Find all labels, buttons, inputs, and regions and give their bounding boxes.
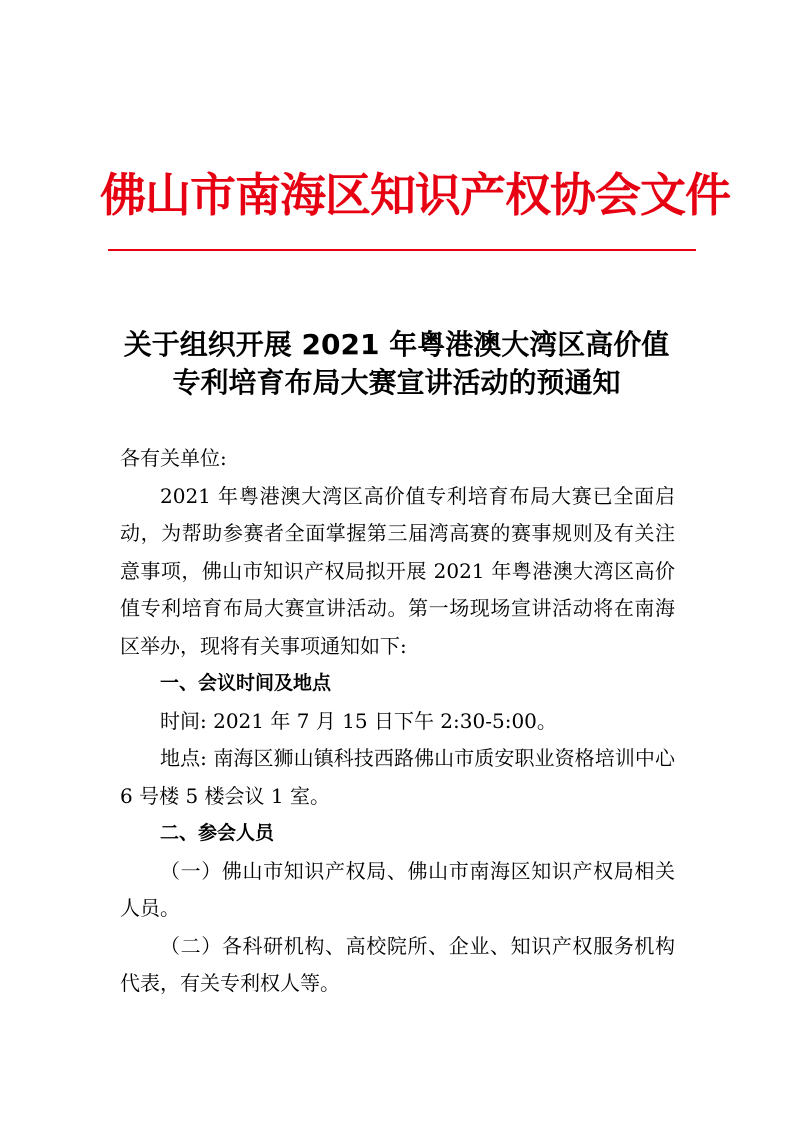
- document-title-line-2: 专利培育布局大赛宣讲活动的预通知: [172, 366, 621, 399]
- salutation: 各有关单位:: [120, 446, 227, 470]
- document-title-line-1: 关于组织开展 2021 年粤港澳大湾区高价值: [123, 328, 670, 361]
- document-title: [100, 326, 693, 402]
- section-heading-attendees: 二、参会人员: [160, 822, 275, 844]
- attendee-item-2: （二）各科研机构、高校院所、企业、知识产权服务机构代表，有关专利权人等。: [120, 933, 675, 995]
- attendee-item-1: （一）佛山市知识产权局、佛山市南海区知识产权局相关人员。: [120, 858, 675, 920]
- document-body: [120, 440, 675, 1003]
- meeting-location: 地点: 南海区狮山镇科技西路佛山市质安职业资格培训中心 6 号楼 5 楼会议 1 室。: [120, 746, 675, 808]
- meeting-time: 时间: 2021 年 7 月 15 日下午 2:30-5:00。: [160, 708, 557, 733]
- masthead-red-rule: [108, 249, 696, 251]
- masthead-title: 佛山市南海区知识产权协会文件: [100, 168, 730, 222]
- intro-paragraph: 2021 年粤港澳大湾区高价值专利培育布局大赛已全面启动，为帮助参赛者全面掌握第三届湾高赛的赛事规则及有关注意事项，佛山市知识产权局拟开展 2021 年粤港澳大湾区高价值专利培育布局大赛宣讲活动。第一场现场宣讲活动将在南海区举办，现将有关事项通知如下:: [120, 483, 675, 658]
- section-heading-time-location: 一、会议时间及地点: [160, 672, 332, 694]
